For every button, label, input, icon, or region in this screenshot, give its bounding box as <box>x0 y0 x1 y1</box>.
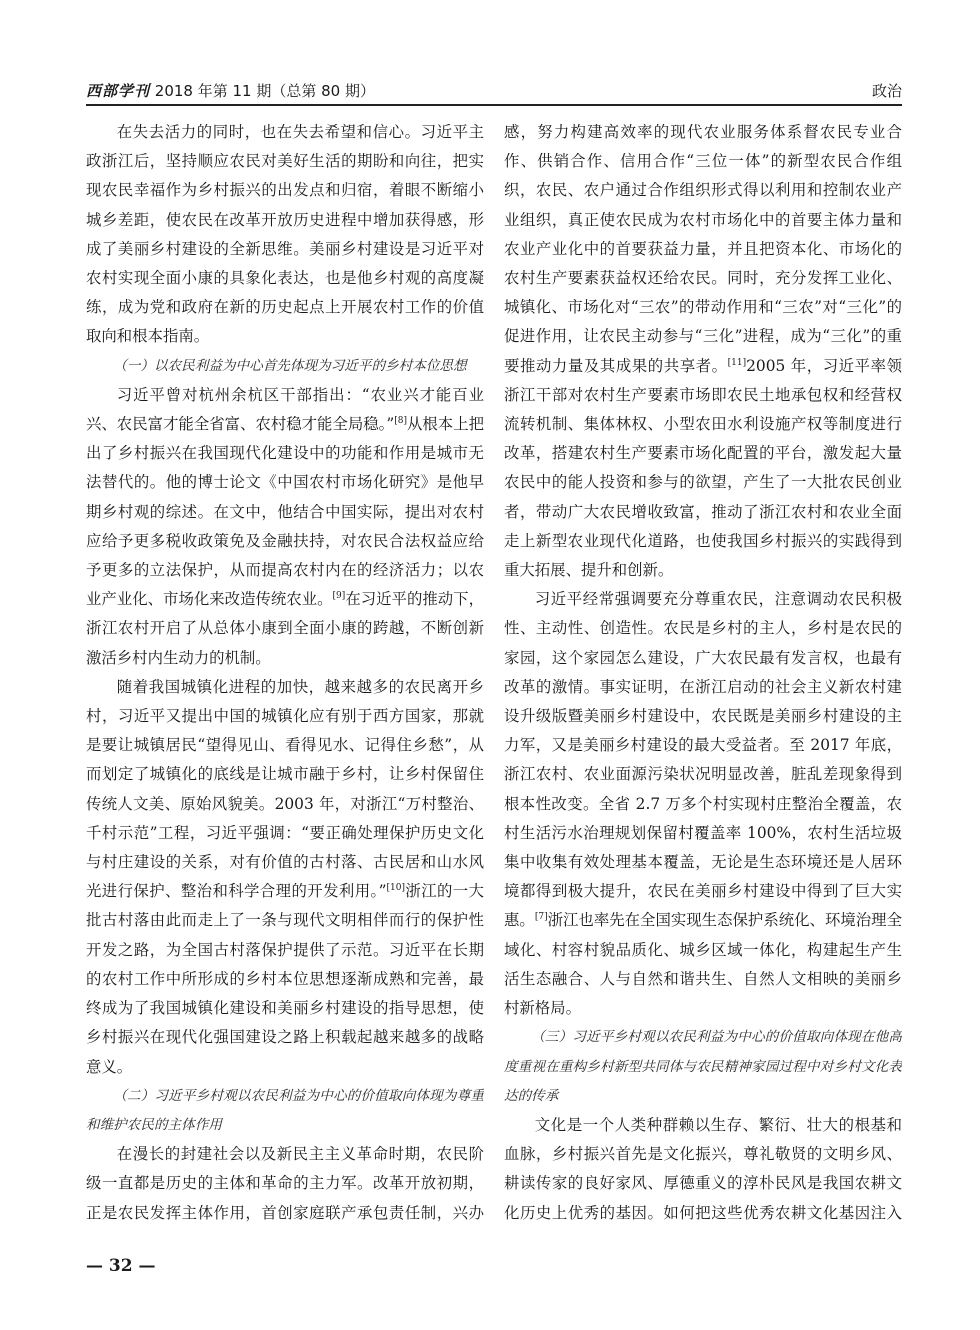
citation-ref: [8] <box>394 415 407 426</box>
body-paragraph: 在漫长的封建社会以及新民主主义革命时期，农民阶级一直都是历史的主体和革命的主力军。改革开放初期，正是农民发挥主体作用，首创家庭联产承包责任制，兴办 <box>86 1145 484 1222</box>
header-divider <box>86 104 902 106</box>
issue-info: 2018 年第 11 期（总第 80 期） <box>154 82 375 100</box>
citation-ref: [10] <box>386 883 405 894</box>
citation-ref: [7] <box>534 912 548 923</box>
header-journal-info <box>86 80 375 101</box>
body-paragraph: 在失去活力的同时，也在失去希望和信心。习近平主政浙江后，坚持顺应农民对美好生活的期盼和向往，把实现农民幸福作为乡村振兴的出发点和归宿，着眼不断缩小城乡差距，使农民在改革开放历史进程中增加获得感，形成了美丽乡村建设的全新思维。美丽乡村建设是习近平对农村实现全面小康的具象化表达，也是他乡村观的高度凝练，成为党和政府在新的历史起点上开展农村工作的价值取向和根本指南。 <box>86 123 484 346</box>
page-number: — 32 — <box>86 1256 156 1276</box>
body-paragraph: 习近平经常强调要充分尊重农民，注意调动农民积极性、主动性、创造性。农民是乡村的主人，乡村是农民的家园，这个家园怎么建设，广大农民最有发言权，也最有改革的激情。事实证明，在浙江启动的社会主义新农村建设升级版暨美丽乡村建设中，农民既是美丽乡村建设的主力军，又是美丽乡村建设的最大受益者。至 2017 年底，浙江农村、农业面源污染状况明显改善，脏乱差现象得到根本性改变。全省 2.7 万多个村实现村庄整治全覆盖，农村生活污水治理规划保留村覆盖率 100%，农村生活垃圾集中收集有效处理基本覆盖，无论是生态环境还是人居环境都得到极大提升，农民在美丽乡村建设中得到了巨大实惠。[7]浙江也率先在全国实现生态保护系统化、环境治理全域化、村容村貌品质化、城乡区域一体化，构建起生产生活生态融合、人与自然和谐共生、自然人文相映的美丽乡村新格局。 <box>504 590 902 1018</box>
body-paragraph: 文化是一个人类种群赖以生存、繁衍、壮大的根基和血脉，乡村振兴首先是文化振兴，尊礼敬贤的文明乡风、耕读传家的良好家风、厚德重义的淳朴民风是我国农耕文化历史上优秀的基因。如何把这些优秀农耕文化基因注入 <box>504 1115 902 1222</box>
section-heading: （二）习近平乡村观以农民利益为中心的价值取向体现为尊重和维护农民的主体作用 <box>86 1087 484 1133</box>
body-paragraph: 随着我国城镇化进程的加快，越来越多的农民离开乡村，习近平又提出中国的城镇化应有别于西方国家，那就是要让城镇居民“望得见山、看得见水、记得住乡愁”，从而划定了城镇化的底线是让城市融于乡村，让乡村保留住传统人文美、原始风貌美。2003 年，对浙江“万村整治、千村示范”工程，习近平强调：“要正确处理保护历史文化与村庄建设的关系，对有价值的古村落、古民居和山水风光进行保护、整治和科学合理的开发利用。”[10]浙江的一大批古村落由此而走上了一条与现代文明相伴而行的保护性开发之路，为全国古村落保护提供了示范。习近平在长期的农村工作中所形成的乡村本位思想逐渐成熟和完善，最终成为了我国城镇化建设和美丽乡村建设的指导思想，使乡村振兴在现代化强国建设之路上积载起越来越多的战略意义。 <box>86 677 484 1076</box>
left-column <box>86 118 484 1233</box>
body-paragraph: 感，努力构建高效率的现代农业服务体系督农民专业合作、供销合作、信用合作“三位一体”的新型农民合作组织，农民、农户通过合作组织形式得以利用和控制农业产业组织，真正使农民成为农村市场化中的首要主体力量和农业产业化中的首要获益力量，并且把资本化、市场化的农村生产要素获益权还给农民。同时，充分发挥工业化、城镇化、市场化对“三农”的带动作用和“三农”对“三化”的促进作用，让农民主动参与“三化”进程，成为“三化”的重要推动力量及其成果的共享者。[11]2005 年，习近平率领浙江干部对农村生产要素市场即农民土地承包权和经营权流转机制、集体林权、小型农田水利设施产权等制度进行改革，搭建农村生产要素市场化配置的平台，激发起大量农民中的能人投资和参与的欲望，产生了一大批农民创业者，带动广大农民增收致富，推动了浙江农村和农业全面走上新型农业现代化道路，也使我国乡村振兴的实践得到重大拓展、提升和创新。 <box>504 123 902 580</box>
right-column <box>504 118 902 1233</box>
journal-logo: 西部学刊 <box>86 82 151 100</box>
citation-ref: [9] <box>332 591 346 602</box>
citation-ref: [11] <box>727 357 747 368</box>
section-heading: （一）以农民利益为中心首先体现为习近平的乡村本位思想 <box>113 357 467 374</box>
body-paragraph: 习近平曾对杭州余杭区干部指出：“农业兴才能百业兴、农民富才能全省富、农村稳才能全局稳。”[8]从根本上把出了乡村振兴在我国现代化建设中的功能和作用是城市无法替代的。他的博士论文《中国农村市场化研究》是他早期乡村观的综述。在文中，他结合中国实际，提出对农村应给予更多税收政策免及金融扶持，对农民合法权益应给予更多的立法保护，从而提高农村内在的经济活力；以农业产业化、市场化来改造传统农业。[9]在习近平的推动下，浙江农村开启了从总体小康到全面小康的跨越，不断创新激活乡村内生动力的机制。 <box>86 385 484 667</box>
running-header <box>86 78 902 104</box>
section-label: 政治 <box>871 82 902 100</box>
section-heading: （三）习近平乡村观以农民利益为中心的价值取向体现在他高度重视在重构乡村新型共同体与农民精神家园过程中对乡村文化表达的传承 <box>504 1029 902 1104</box>
